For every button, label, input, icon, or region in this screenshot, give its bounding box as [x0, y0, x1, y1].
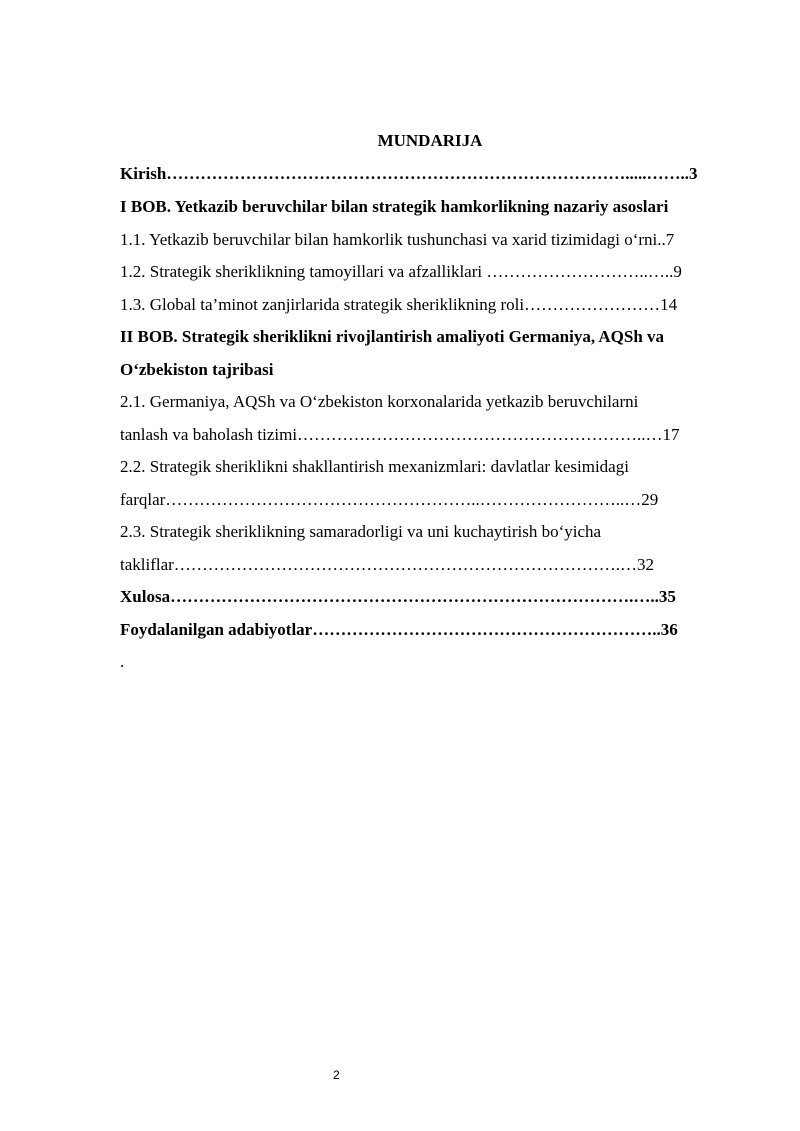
toc-chapter-2-heading-cont: O‘zbekiston tajribasi	[120, 360, 274, 379]
toc-entry-1-2: 1.2. Strategik sheriklikning tamoyillari va afzalliklari ………………………..…..9	[120, 262, 682, 281]
toc-entry-1-3: 1.3. Global ta’minot zanjirlarida strategik sheriklikning roli……………………14	[120, 295, 678, 314]
toc-chapter-2-heading: II BOB. Strategik sheriklikni rivojlantirish amaliyoti Germaniya, AQSh va	[120, 327, 665, 346]
page-title: MUNDARIJA	[377, 131, 483, 150]
toc-entry-xulosa: Xulosa……………………………………………………………………….…..35	[120, 587, 676, 606]
toc-entry-adabiyotlar: Foydalanilgan adabiyotlar……………………………………………………..36	[120, 620, 678, 639]
page-number: 2	[333, 1068, 340, 1082]
toc-entry-1-1: 1.1. Yetkazib beruvchilar bilan hamkorlik tushunchasi va xarid tizimidagi o‘rni..7	[120, 230, 675, 249]
toc-chapter-1-heading: I BOB. Yetkazib beruvchilar bilan strategik hamkorlikning nazariy asoslari	[120, 197, 669, 216]
toc-entry-2-3: 2.3. Strategik sheriklikning samaradorligi va uni kuchaytirish bo‘yicha	[120, 522, 602, 541]
trailing-dot: .	[120, 652, 125, 671]
toc-entry-kirish: Kirish……………………………………………………………………….....……..3	[120, 164, 698, 183]
toc-entry-2-2: 2.2. Strategik sheriklikni shakllantirish mexanizmlari: davlatlar kesimidagi	[120, 457, 629, 476]
toc-entry-2-1: 2.1. Germaniya, AQSh va O‘zbekiston korxonalarida yetkazib beruvchilarni	[120, 392, 639, 411]
toc-entry-2-3-cont: takliflar…………………………………………………………………….…32	[120, 555, 655, 574]
toc-entry-2-2-cont: farqlar………………………………………………..……………………..…29	[120, 490, 659, 509]
toc-entry-2-1-cont: tanlash va baholash tizimi……………………………………………………..…17	[120, 425, 680, 444]
